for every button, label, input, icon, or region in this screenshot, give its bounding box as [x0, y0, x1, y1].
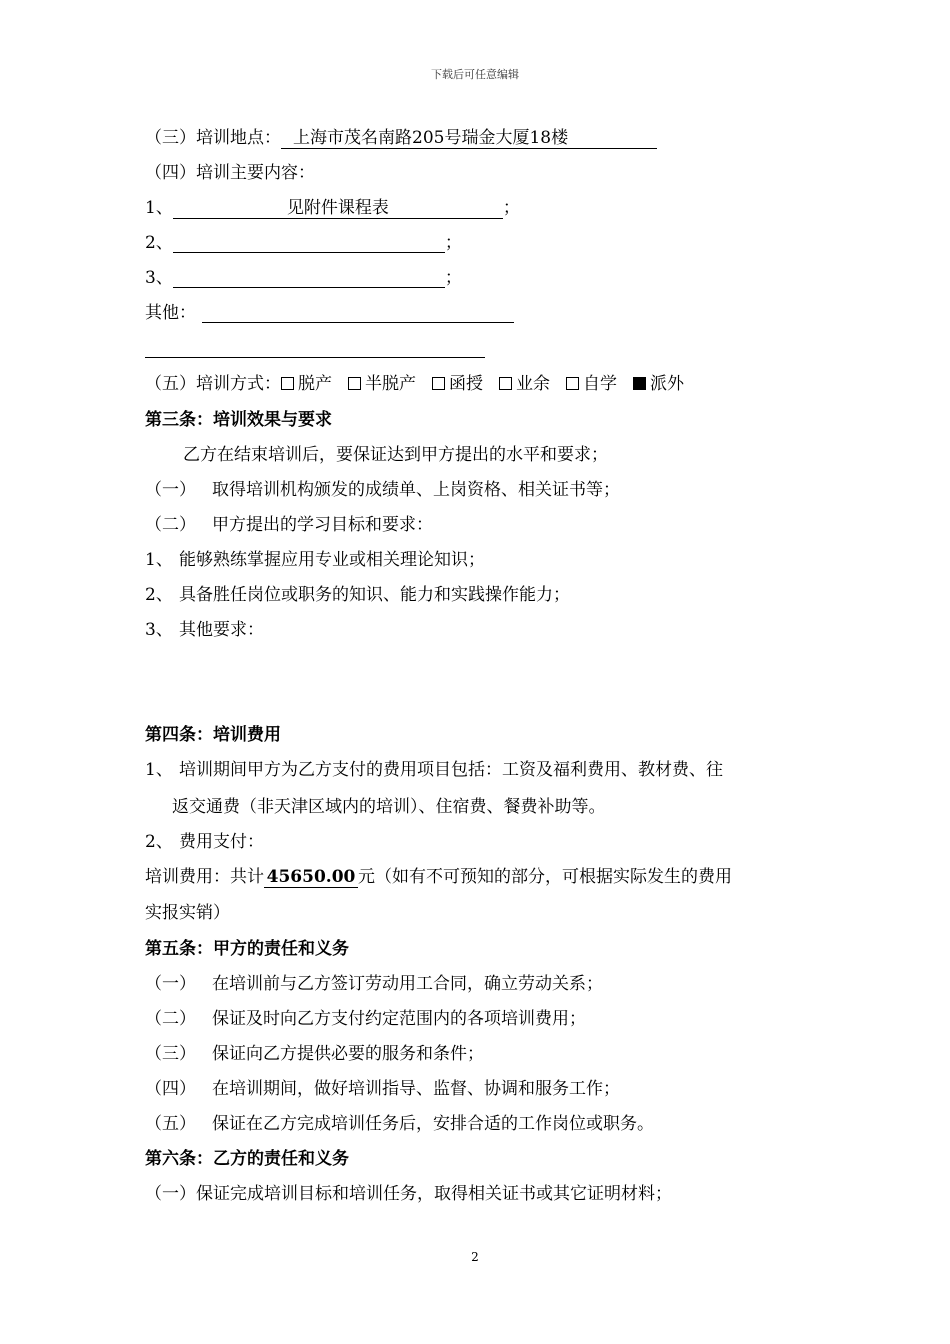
content-item-2-end: ；	[444, 233, 462, 253]
checkbox-icon	[432, 377, 445, 390]
article-4-item-2-text: 费用支付：	[179, 832, 264, 852]
training-location-label: （三）培训地点：	[145, 128, 281, 148]
article-3-sub-1-number: 1、	[145, 550, 173, 570]
checkbox-checked-icon	[633, 377, 646, 390]
method-option-2[interactable]	[432, 374, 483, 394]
content-item-3-blank	[173, 269, 445, 288]
article-3-item-1	[145, 480, 620, 500]
content-item-1-value: 见附件课程表	[173, 199, 503, 219]
article-3-sub-2-text: 具备胜任岗位或职务的知识、能力和实践操作能力；	[179, 585, 570, 605]
method-option-3[interactable]	[499, 374, 550, 394]
checkbox-icon	[281, 377, 294, 390]
content-other-line2	[145, 338, 485, 358]
fee-label: 培训费用：共计	[145, 867, 264, 887]
method-option-5[interactable]	[633, 374, 684, 394]
article-4-item-1	[145, 760, 723, 780]
content-item-1-number: 1、	[145, 198, 173, 218]
training-content-title: （四）培训主要内容：	[145, 163, 315, 183]
article-3-title: 第三条：培训效果与要求	[145, 410, 332, 430]
checkbox-icon	[566, 377, 579, 390]
article-3-sub-1-text: 能够熟练掌握应用专业或相关理论知识；	[179, 550, 485, 570]
article-3-item-1-number: （一）	[145, 480, 196, 500]
training-location-line	[145, 128, 657, 149]
article-4-item-2-number: 2、	[145, 832, 173, 852]
content-other	[145, 303, 514, 323]
page-number: 2	[471, 1250, 479, 1264]
article-6-title: 第六条：乙方的责任和义务	[145, 1149, 349, 1169]
article-5-item-4	[145, 1079, 620, 1099]
article-3-item-2	[145, 515, 433, 535]
content-other-blank	[202, 304, 514, 323]
checkbox-icon	[348, 377, 361, 390]
article-6-item-1: （一）保证完成培训目标和培训任务，取得相关证书或其它证明材料；	[145, 1184, 672, 1204]
article-5-item-text: 保证及时向乙方支付约定范围内的各项培训费用；	[212, 1009, 586, 1029]
article-5-item-number: （五）	[145, 1114, 196, 1134]
training-method-label: （五）培训方式：	[145, 374, 281, 394]
content-item-1-end: ；	[502, 198, 520, 218]
method-option-label: 函授	[449, 374, 483, 394]
article-3-sub-2-number: 2、	[145, 585, 173, 605]
content-item-2	[145, 233, 462, 253]
content-item-3-end: ；	[444, 268, 462, 288]
article-3-item-1-text: 取得培训机构颁发的成绩单、上岗资格、相关证书等；	[212, 480, 620, 500]
article-5-item-number: （四）	[145, 1079, 196, 1099]
method-option-label: 脱产	[298, 374, 332, 394]
article-4-title: 第四条：培训费用	[145, 725, 281, 745]
article-5-item-text: 保证向乙方提供必要的服务和条件；	[212, 1044, 484, 1064]
article-5-item-text: 在培训前与乙方签订劳动用工合同，确立劳动关系；	[212, 974, 603, 994]
article-5-item-text: 在培训期间，做好培训指导、监督、协调和服务工作；	[212, 1079, 620, 1099]
content-item-3	[145, 268, 462, 288]
page-header: 下载后可任意编辑	[431, 68, 519, 81]
fee-amount: 45650.00	[264, 868, 358, 888]
article-3-item-2-number: （二）	[145, 515, 196, 535]
article-4-fee-line	[145, 867, 732, 888]
content-item-3-number: 3、	[145, 268, 173, 288]
content-other-blank-2	[145, 339, 485, 358]
article-3-sub-3-text: 其他要求：	[179, 620, 264, 640]
method-option-0[interactable]	[281, 374, 332, 394]
article-4-fee-line-2: 实报实销）	[145, 903, 230, 923]
article-5-item-number: （三）	[145, 1044, 196, 1064]
article-5-item-5	[145, 1114, 654, 1134]
article-5-item-number: （二）	[145, 1009, 196, 1029]
method-option-label: 半脱产	[365, 374, 416, 394]
content-item-2-blank	[173, 234, 445, 253]
method-option-label: 自学	[583, 374, 617, 394]
article-4-item-2	[145, 832, 264, 852]
article-4-item-1-line-2: 返交通费（非天津区域内的培训）、住宿费、餐费补助等。	[172, 797, 606, 817]
article-4-item-1-number: 1、	[145, 760, 173, 780]
article-5-title: 第五条：甲方的责任和义务	[145, 939, 349, 959]
article-3-sub-3-number: 3、	[145, 620, 173, 640]
article-5-item-1	[145, 974, 603, 994]
article-5-item-number: （一）	[145, 974, 196, 994]
training-location-value: 上海市茂名南路205号瑞金大厦18楼	[281, 129, 657, 149]
article-3-item-2-text: 甲方提出的学习目标和要求：	[212, 515, 433, 535]
method-option-label: 派外	[650, 374, 684, 394]
content-item-2-number: 2、	[145, 233, 173, 253]
article-3-sub-2	[145, 585, 570, 605]
article-5-item-text: 保证在乙方完成培训任务后，安排合适的工作岗位或职务。	[212, 1114, 654, 1134]
article-5-item-3	[145, 1044, 484, 1064]
article-4-item-1-text: 培训期间甲方为乙方支付的费用项目包括：工资及福利费用、教材费、往	[179, 760, 723, 780]
content-item-1	[145, 198, 520, 219]
checkbox-icon	[499, 377, 512, 390]
content-other-label: 其他：	[145, 303, 196, 323]
method-option-4[interactable]	[566, 374, 617, 394]
training-method-line	[145, 374, 684, 394]
article-3-sub-3	[145, 620, 264, 640]
article-3-intro: 乙方在结束培训后，要保证达到甲方提出的水平和要求；	[183, 445, 608, 465]
fee-suffix: 元（如有不可预知的部分，可根据实际发生的费用	[358, 867, 732, 887]
article-3-sub-1	[145, 550, 485, 570]
method-option-1[interactable]	[348, 374, 416, 394]
method-option-label: 业余	[516, 374, 550, 394]
article-5-item-2	[145, 1009, 586, 1029]
